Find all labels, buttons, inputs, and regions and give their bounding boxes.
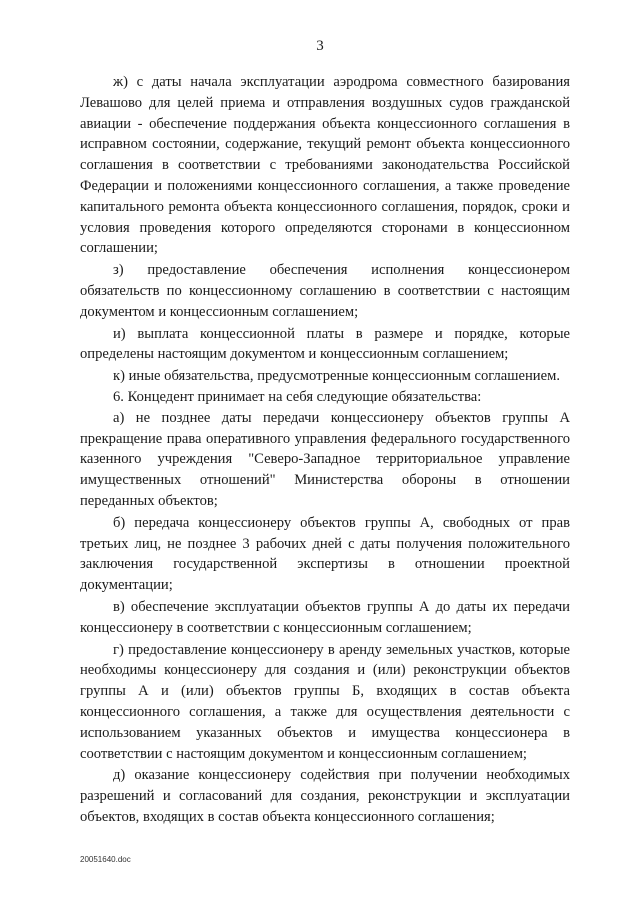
paragraph-g: г) предоставление концессионеру в аренду земельных участков, которые необходимы концессионеру для создания и (или) реконструкции объектов группы А и (или) объектов группы Б, входящих в состав объекта концессионного соглашения, а также для осуществления деятельности с использованием указанных объектов и имущества концессионера в соответствии с настоящим документом и концессионным соглашением;: [80, 641, 570, 762]
paragraph-z: з) предоставление обеспечения исполнения концессионером обязательств по концессионному соглашению в соответствии с настоящим документом и концессионным соглашением;: [80, 262, 570, 320]
paragraph-i: и) выплата концессионной платы в размере и порядке, которые определены настоящим документом и концессионным соглашением;: [80, 325, 570, 363]
paragraph-a: а) не позднее даты передачи концессионеру объектов группы А прекращение права оперативного управления федерального государственного казенного учреждения "Северо-Западное территориальное управление имущественных отношений" Министерства обороны в отношении переданных объектов;: [80, 409, 570, 509]
page-number: 3: [316, 38, 324, 54]
footer-filename: 20051640.doc: [80, 855, 131, 864]
paragraph-v: в) обеспечение эксплуатации объектов группы А до даты их передачи концессионеру в соответствии с концессионным соглашением;: [80, 598, 570, 636]
paragraph-6-heading: 6. Концедент принимает на себя следующие обязательства:: [113, 388, 482, 405]
paragraph-zh: ж) с даты начала эксплуатации аэродрома совместного базирования Левашово для целей приема и отправления воздушных судов гражданской авиации - обеспечение поддержания объекта концессионного соглашения в исправном состоянии, содержание, текущий ремонт объекта концессионного соглашения в соответствии с требованиями законодательства Российской Федерации и положениями концессионного соглашения, а также проведение капитального ремонта объекта концессионного соглашения, порядок, сроки и условия проведения которого определяются сторонами в концессионном соглашении;: [80, 74, 570, 257]
paragraph-k: к) иные обязательства, предусмотренные концессионным соглашением.: [113, 368, 560, 385]
document-body: [80, 72, 570, 828]
paragraph-b: б) передача концессионеру объектов группы А, свободных от прав третьих лиц, не позднее 3 рабочих дней с даты получения положительного заключения государственной экспертизы в отношении проектной документации;: [80, 514, 570, 594]
paragraph-d: д) оказание концессионеру содействия при получении необходимых разрешений и согласований для создания, реконструкции и эксплуатации объектов, входящих в состав объекта концессионного соглашения;: [80, 767, 570, 825]
